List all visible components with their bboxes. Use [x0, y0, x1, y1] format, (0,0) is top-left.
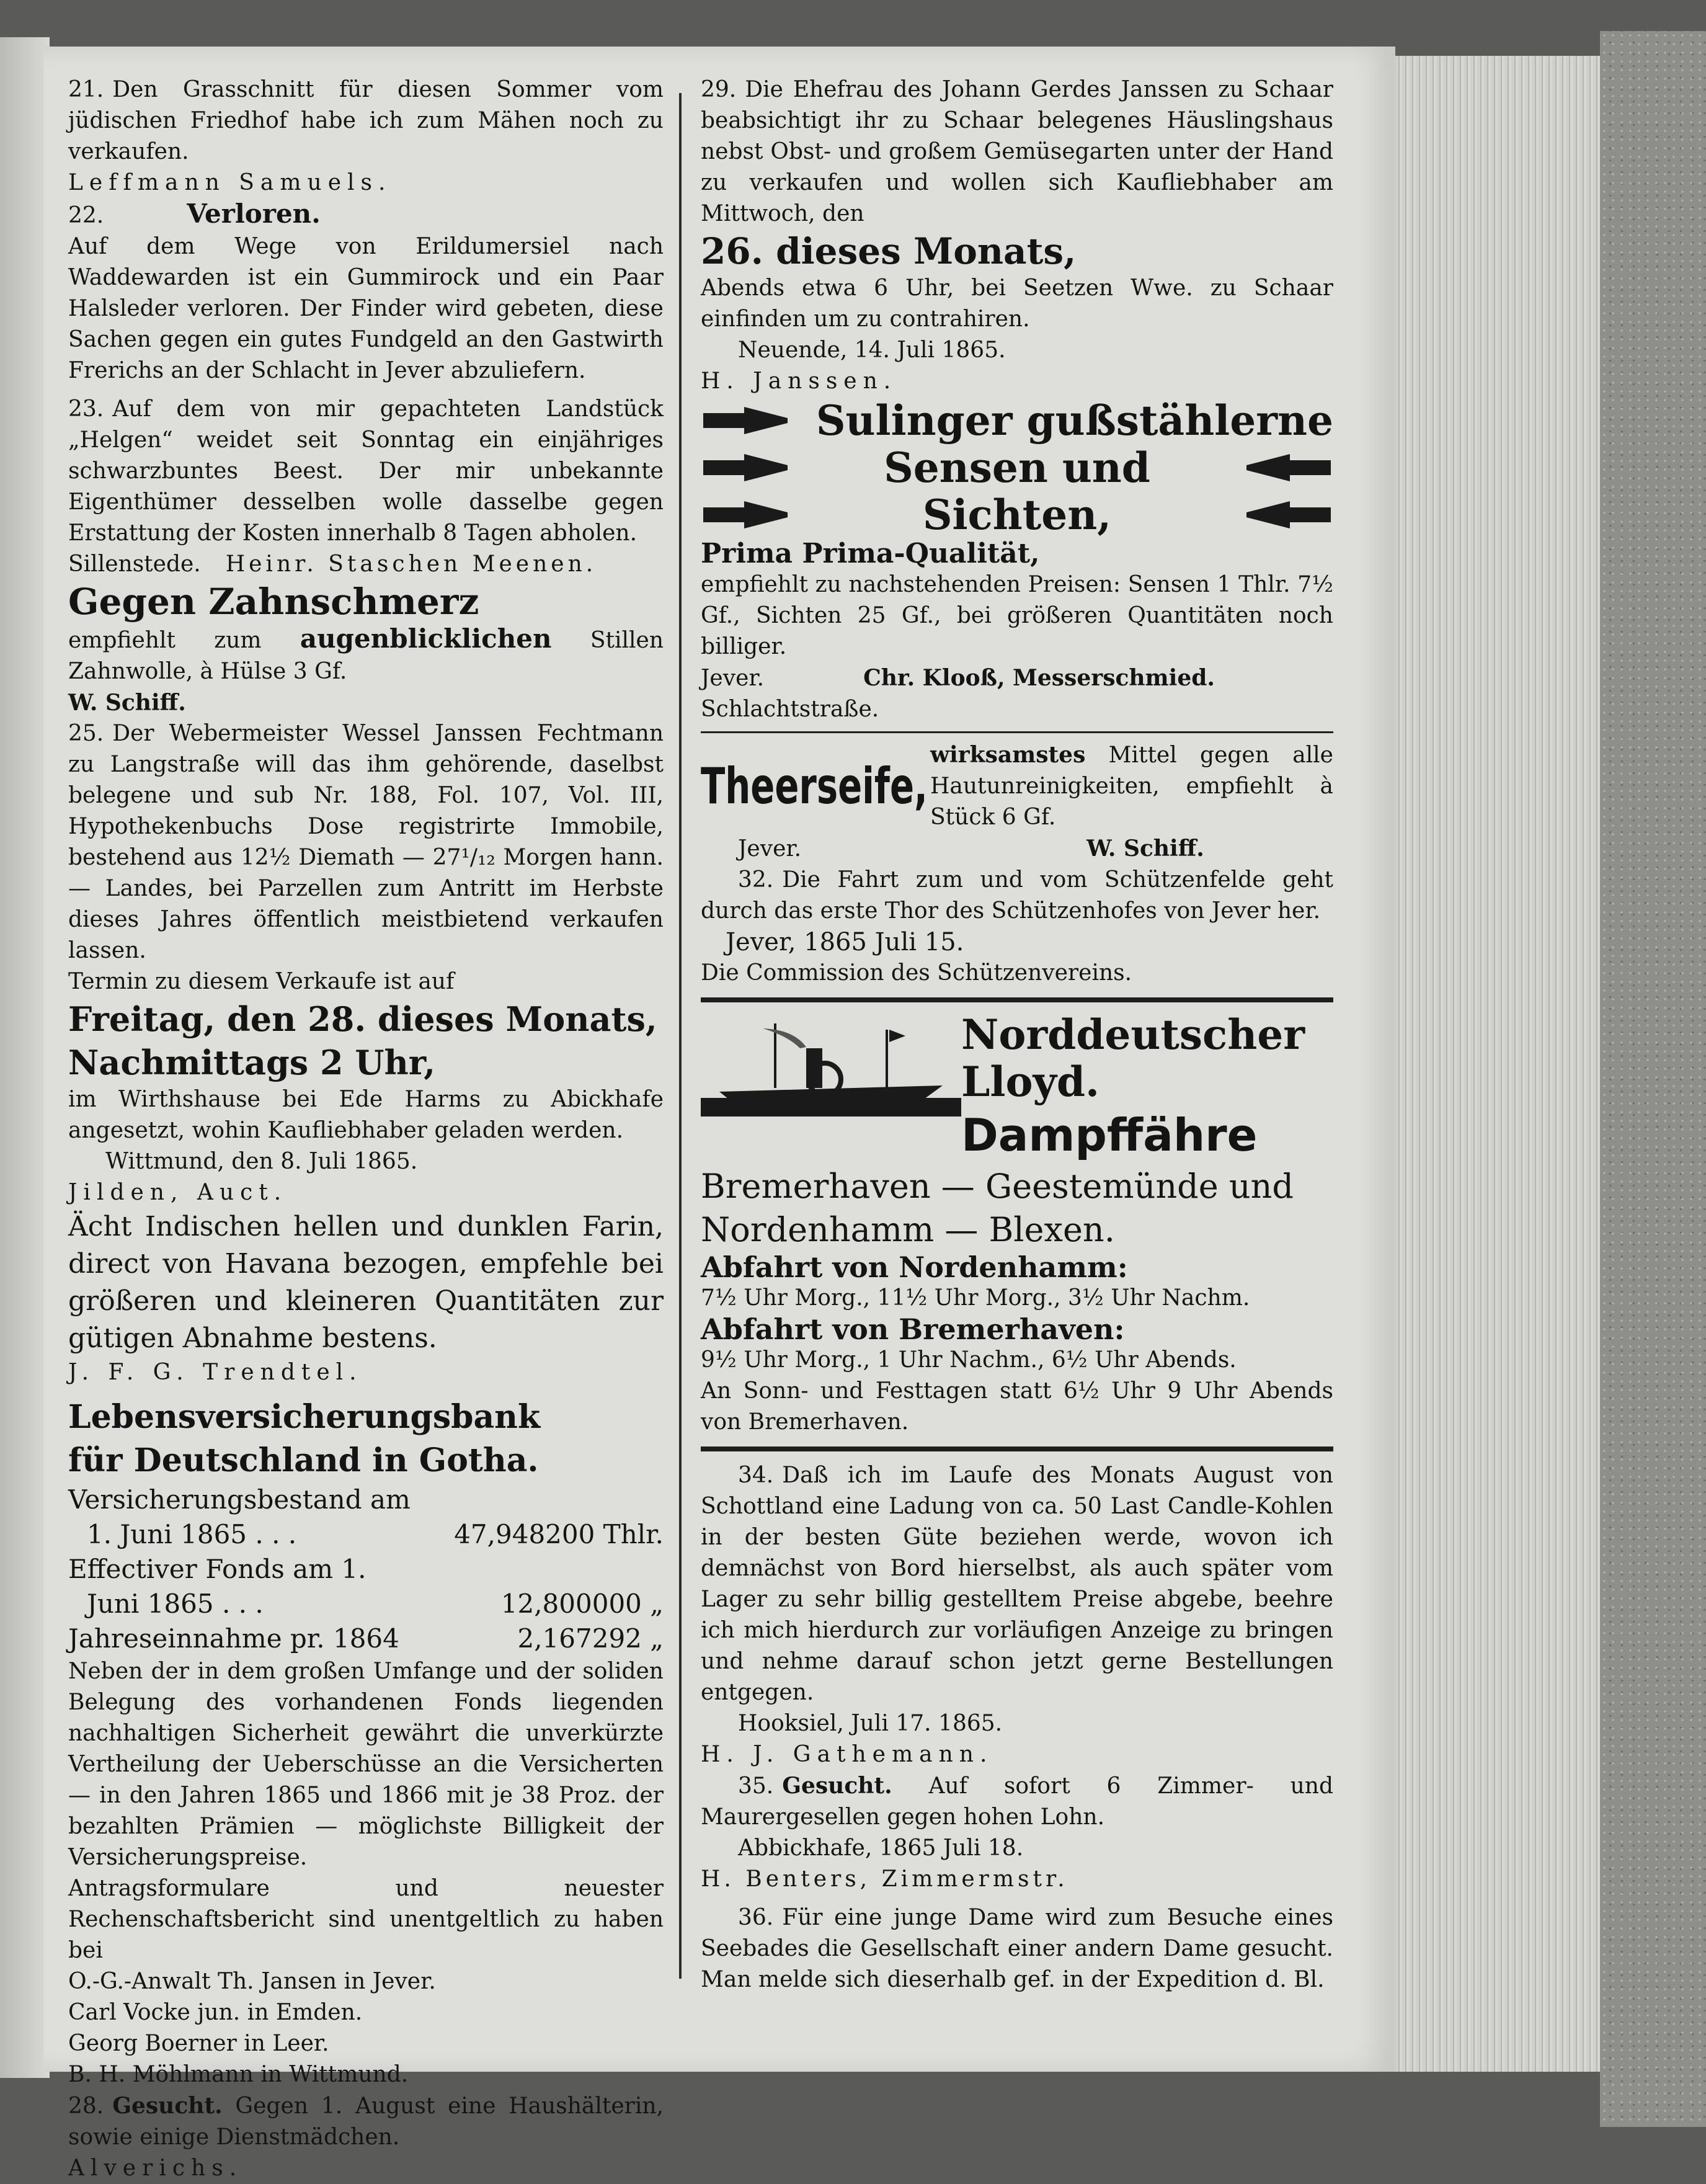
row-label: Jahreseinnahme pr. 1864	[68, 1623, 399, 1654]
departure-times: 7½ Uhr Morg., 11½ Uhr Morg., 3½ Uhr Nachm.	[701, 1285, 1250, 1311]
ad-note: An Sonn- und Festtagen statt 6½ Uhr 9 Uhr Abends von Bremerhaven.	[701, 1378, 1333, 1435]
ad-text: Abends etwa 6 Uhr, bei Seetzen Wwe. zu Schaar einfinden um zu contrahiren.	[701, 275, 1333, 332]
departure-times: 9½ Uhr Morg., 1 Uhr Nachm., 6½ Uhr Abends.	[701, 1347, 1237, 1373]
ad-signature: Leffmann Samuels.	[68, 170, 392, 195]
ad-signature: Die Commission des Schützenvereins.	[701, 960, 1132, 986]
ad-signature: H. Janssen.	[701, 368, 897, 394]
ad-23	[68, 394, 664, 580]
pointing-hand-icon	[701, 496, 794, 533]
ad-heading: Sensen und	[884, 443, 1150, 492]
route: Nordenhamm — Blexen.	[701, 1210, 1115, 1249]
ad-29	[701, 74, 1333, 397]
ad-quality: Prima Prima-Qualität,	[701, 538, 1040, 569]
gotha-row-2	[68, 1552, 664, 1587]
ad-place-date: Abbickhafe, 1865 Juli 18.	[738, 1835, 1024, 1861]
ad-text: im Wirthshause bei Ede Harms zu Abickhafe angesetzt, wohin Kaufliebhaber geladen werden.	[68, 1087, 664, 1143]
route: Bremerhaven — Geestemünde und	[701, 1167, 1294, 1206]
ad-date-big: Freitag, den 28. dieses Monats,	[68, 999, 657, 1039]
ad-number: 28.	[68, 2093, 104, 2119]
ad-25	[68, 718, 664, 1208]
ad-text: Antragsformulare und neuester Rechenschaftsbericht sind unentgeltlich zu haben bei	[68, 1876, 664, 1963]
ad-heading: Gesucht.	[782, 1773, 892, 1799]
ad-text: Auf dem von mir gepachteten Landstück „Helgen“ weidet seit Sonntag ein einjähriges schwarzbuntes Beest. Der mir unbekannte Eigenthümer desselben wolle dasselbe gegen Erstattung der Kosten innerhalb 8 Tagen abholen.	[68, 396, 664, 546]
ad-place-date: Jever, 1865 Juli 15.	[726, 928, 964, 956]
ad-heading: Gegen Zahnschmerz	[68, 581, 479, 623]
ad-text: Den Grasschnitt für diesen Sommer vom jüdischen Friedhof habe ich zum Mähen noch zu verkaufen.	[68, 77, 664, 164]
ad-place: Sillenstede.	[68, 551, 201, 577]
column-rule	[679, 93, 682, 1979]
ad-place-date: Hooksiel, Juli 17. 1865.	[738, 1711, 1003, 1736]
ad-signature: W. Schiff.	[1086, 836, 1204, 862]
ad-heading: Verloren.	[187, 198, 321, 229]
ad-signature: Alverichs.	[68, 2155, 243, 2181]
book-left-edge	[0, 37, 50, 2078]
ad-place: Jever.	[701, 666, 765, 691]
book-page-edges	[1395, 56, 1600, 2072]
divider	[701, 1446, 1333, 1451]
row-label: Juni 1865 . . .	[87, 1589, 264, 1619]
ad-35	[701, 1770, 1333, 1895]
book-cover	[1600, 31, 1706, 2127]
ad-number: 32.	[738, 867, 774, 893]
ad-text: Mittel gegen alle Hautunreinigkeiten, empfiehlt à Stück 6 Gf.	[930, 742, 1333, 830]
row-label: 1. Juni 1865 . . .	[87, 1519, 297, 1549]
ad-text: Auf dem Wege von Erildumersiel nach Waddewarden ist ein Gummirock und ein Paar Halsleder verloren. Der Finder wird gebeten, diese Sachen gegen ein gutes Fundgeld an den Gastwirth Frerichs an der Schlacht in Jever abzuliefern.	[68, 234, 664, 383]
ad-text: Der Webermeister Wessel Janssen Fechtmann zu Langstraße will das ihm gehörende, daselbst belegene und sub Nr. 188, Fol. 107, Vol. III, Hypothekenbuchs Dose registrirte Immobile, bestehend aus 12½ Diemath — 27¹/₁₂ Morgen hann. — Landes, bei Parzellen zum Antritt im Herbste dieses Jahres öffentlich meistbietend verkaufen lassen.	[68, 721, 664, 963]
ad-text: Neben der in dem großen Umfange und der soliden Belegung des vorhandenen Fonds liegenden nachhaltigen Sicherheit gewährt die unverkürzte Vertheilung der Ueberschüsse an die Versicherten — in den Jahren 1865 und 1866 mit je 38 Proz. der bezahlten Prämien — möglichste Billigkeit der Versicherungspreise.	[68, 1659, 664, 1870]
ad-emphasis: wirksamstes	[930, 742, 1086, 768]
ad-signature: W. Schiff.	[68, 690, 186, 716]
departure-heading: Abfahrt von Nordenhamm:	[701, 1250, 1128, 1284]
ad-text: Die Fahrt zum und vom Schützenfelde geht durch das erste Thor des Schützenhofes von Jever her.	[701, 867, 1333, 924]
pointing-hand-icon	[1240, 449, 1333, 486]
agent: B. H. Möhlmann in Wittmund.	[68, 2062, 409, 2087]
ad-text: Stillen Zahnwolle, à Hülse 3 Gf.	[68, 628, 664, 684]
ad-signature: Chr. Klooß, Messerschmied.	[863, 665, 1215, 691]
ad-heading: Lebensversicherungsbank	[68, 1398, 540, 1436]
ad-signature: H. Benters, Zimmermstr.	[701, 1866, 1068, 1892]
ad-date-big: 26. dieses Monats,	[701, 230, 1077, 272]
steamship-icon	[701, 1011, 961, 1117]
ad-place-date: Neuende, 14. Juli 1865.	[738, 337, 1006, 363]
ad-heading: Sichten,	[922, 491, 1112, 539]
pointing-hand-icon	[1240, 496, 1333, 533]
ad-heading: für Deutschland in Gotha.	[68, 1442, 539, 1479]
agent: Georg Boerner in Leer.	[68, 2031, 329, 2056]
ad-theerseife	[701, 739, 1333, 865]
ad-21	[68, 74, 664, 198]
pointing-hand-icon	[701, 402, 794, 439]
ad-text: Auf sofort 6 Zimmer- und Maurergesellen gegen hohen Lohn.	[701, 1773, 1333, 1830]
row-label: Versicherungsbestand am	[68, 1484, 411, 1515]
ad-termin: Termin zu diesem Verkaufe ist auf	[68, 969, 455, 994]
ad-cigars	[68, 1208, 664, 1388]
gotha-row-3	[68, 1587, 664, 1621]
ad-number: 36.	[738, 1905, 774, 1930]
ad-36	[701, 1902, 1333, 1995]
ad-34	[701, 1460, 1333, 1770]
ad-22	[68, 198, 664, 386]
ad-gotha	[68, 1396, 664, 2090]
ad-time-big: Nachmittags 2 Uhr,	[68, 1043, 436, 1082]
ad-number: 34.	[738, 1463, 774, 1488]
row-value: 47,948200 Thlr.	[454, 1519, 664, 1549]
ad-lloyd	[701, 1011, 1333, 1438]
gotha-row-4	[68, 1621, 664, 1656]
agent: O.-G.-Anwalt Th. Jansen in Jever.	[68, 1969, 436, 1994]
ad-heading: Gesucht.	[112, 2093, 223, 2119]
row-label: Effectiver Fonds am 1.	[68, 1554, 367, 1584]
left-column	[68, 74, 664, 2184]
ad-number: 21.	[68, 77, 104, 102]
ad-text: empfiehlt zum	[68, 628, 262, 653]
ad-28	[68, 2090, 664, 2184]
ad-32	[701, 865, 1333, 989]
row-value: 12,800000 „	[500, 1589, 664, 1619]
ad-number: 23.	[68, 396, 104, 422]
ad-heading: Theerseife,	[701, 757, 928, 815]
ad-text: Daß ich im Laufe des Monats August von Schottland eine Ladung von ca. 50 Last Candle-Kohlen in der besten Güte beziehen werde, wovon ich demnächst von Bord hierselbst, als auch später vom Lager zu sehr billig gestelltem Preise abgebe, beehre ich mich hierdurch zur vorläufigen Anzeige zu bringen und nehme darauf schon jetzt gerne Bestellungen entgegen.	[701, 1463, 1333, 1705]
row-value: 2,167292 „	[517, 1623, 664, 1654]
ad-text: Ächt Indischen hellen und dunklen Farin, direct von Havana bezogen, empfehle bei größeren und kleineren Quantitäten zur gütigen Abnahme bestens.	[68, 1211, 664, 1354]
ad-place-date: Wittmund, den 8. Juli 1865.	[105, 1149, 418, 1174]
ad-heading: Sulinger gußstählerne	[815, 396, 1333, 445]
ad-address: Schlachtstraße.	[701, 697, 879, 722]
departure-heading: Abfahrt von Bremerhaven:	[701, 1313, 1125, 1346]
ad-text: Gegen 1. August eine Haushälterin, sowie einige Dienstmädchen.	[68, 2093, 664, 2150]
ad-zahnschmerz	[68, 580, 664, 718]
agent: Carl Vocke jun. in Emden.	[68, 2000, 363, 2025]
pointing-hand-icon	[701, 449, 794, 486]
divider	[701, 731, 1333, 733]
ad-number: 35.	[738, 1773, 774, 1799]
ad-heading: Dampffähre	[961, 1109, 1258, 1161]
ad-number: 25.	[68, 721, 104, 746]
ad-signature: J. F. G. Trendtel.	[68, 1360, 363, 1385]
ad-emphasis: augenblicklichen	[300, 623, 552, 654]
ad-signature: Heinr. Staschen Meenen.	[225, 551, 597, 577]
divider	[701, 997, 1333, 1002]
ad-text: empfiehlt zu nachstehenden Preisen: Sensen 1 Thlr. 7½ Gf., Sichten 25 Gf., bei größeren Quantitäten noch billiger.	[701, 572, 1333, 659]
gotha-row-0	[68, 1482, 664, 1517]
ad-sensen	[701, 397, 1333, 725]
ad-text: Für eine junge Dame wird zum Besuche eines Seebades die Gesellschaft einer andern Dame gesucht. Man melde sich dieserhalb gef. in der Expedition d. Bl.	[701, 1905, 1333, 1992]
ad-signature: H. J. Gathemann.	[701, 1742, 993, 1767]
ad-heading: Lloyd.	[961, 1058, 1100, 1106]
ad-number: 29.	[701, 77, 737, 102]
ad-heading: Norddeutscher	[961, 1010, 1305, 1059]
right-column	[701, 74, 1333, 1995]
ad-signature: Jilden, Auct.	[68, 1180, 288, 1205]
ad-place: Jever.	[738, 836, 802, 862]
ad-text: Die Ehefrau des Johann Gerdes Janssen zu Schaar beabsichtigt ihr zu Schaar belegenes Häuslingshaus nebst Obst- und großem Gemüsegarten unter der Hand zu verkaufen und wollen sich Kaufliebhaber am Mittwoch, den	[701, 77, 1333, 226]
ad-number: 22.	[68, 203, 104, 228]
gotha-row-1	[68, 1517, 664, 1552]
